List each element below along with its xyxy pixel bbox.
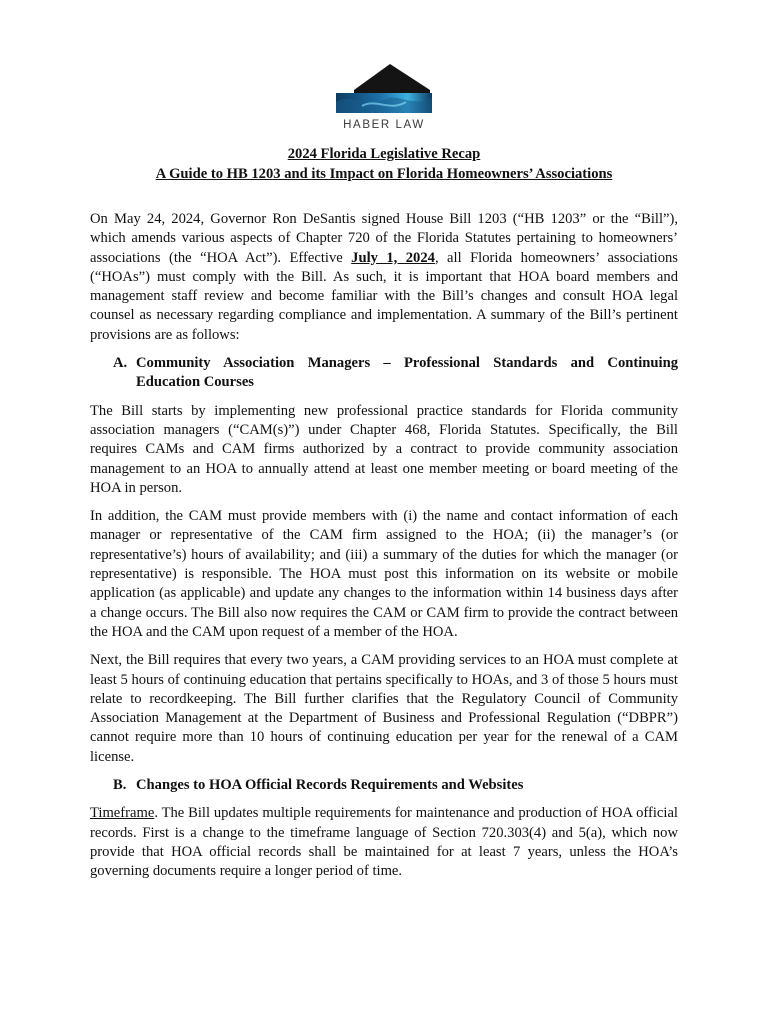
roof-logo-icon	[332, 62, 436, 116]
document-body	[90, 210, 678, 891]
section-b-heading	[90, 776, 678, 795]
section-a-paragraph-3: Next, the Bill requires that every two years, a CAM providing services to an HOA must complete at least 5 hours of continuing education that pertains specifically to HOAs, and 3 of those 5 hours must relate to recordkeeping. The Bill further clarifies that the Regulatory Council of Community Association Management at the Department of Business and Professional Regulation (“DBPR”) cannot require more than 10 hours of continuing education per year for the renewal of a CAM license.	[90, 652, 678, 765]
document-title	[0, 144, 768, 184]
effective-date: July 1, 2024	[351, 249, 435, 266]
section-b-letter: B.	[113, 777, 127, 794]
title-line-1: 2024 Florida Legislative Recap	[287, 146, 481, 162]
section-b-paragraph-1: Timeframe. The Bill updates multiple requirements for maintenance and production of HOA official records. First is a change to the timeframe language of Section 720.303(4) and 5(a), which now provide that HOA official records shall be maintained for at least 7 years, unless the HOA’s governing documents require a longer period of time.	[90, 805, 678, 880]
intro-paragraph: On May 24, 2024, Governor Ron DeSantis signed House Bill 1203 (“HB 1203” or the “Bill”), which amends various aspects of Chapter 720 of the Florida Statutes pertaining to homeowners’ associations (the “HOA Act”). Effective July 1, 2024, all Florida homeowners’ associations (“HOAs”) must comply with the Bill. As such, it is important that HOA board members and management staff review and become familiar with the Bill’s changes and consult HOA legal counsel as necessary regarding compliance and implementation. A summary of the Bill’s pertinent provisions are as follows:	[90, 211, 678, 343]
title-line-2: A Guide to HB 1203 and its Impact on Florida Homeowners’ Associations	[155, 166, 613, 182]
section-a-paragraph-2: In addition, the CAM must provide members with (i) the name and contact information of each manager or representative of the CAM firm assigned to the HOA; (ii) the manager’s (or representative’s) hours of availability; and (iii) a summary of the duties for which the manager (or representative) is responsible. The HOA must post this information on its website or mobile application (as applicable) and update any changes to the information within 14 business days after a change occurs. The Bill also now requires the CAM or CAM firm to provide the contract between the HOA and the CAM upon request of a member of the HOA.	[90, 508, 678, 640]
timeframe-label: Timeframe	[90, 805, 155, 822]
section-a-title: Community Association Managers – Professional Standards and Continuing Education Courses	[136, 355, 678, 391]
section-a-paragraph-1: The Bill starts by implementing new professional practice standards for Florida community association managers (“CAM(s)”) under Chapter 468, Florida Statutes. Specifically, the Bill requires CAMs and CAM firms authorized by a contract to provide community association management to an HOA to annually attend at least one member meeting or board meeting of the HOA in person.	[90, 402, 678, 496]
logo	[0, 62, 768, 131]
logo-text: HABER LAW	[343, 119, 425, 131]
section-a-letter: A.	[113, 355, 128, 372]
section-b-title: Changes to HOA Official Records Requirements and Websites	[136, 777, 524, 794]
section-a-heading	[90, 354, 678, 393]
